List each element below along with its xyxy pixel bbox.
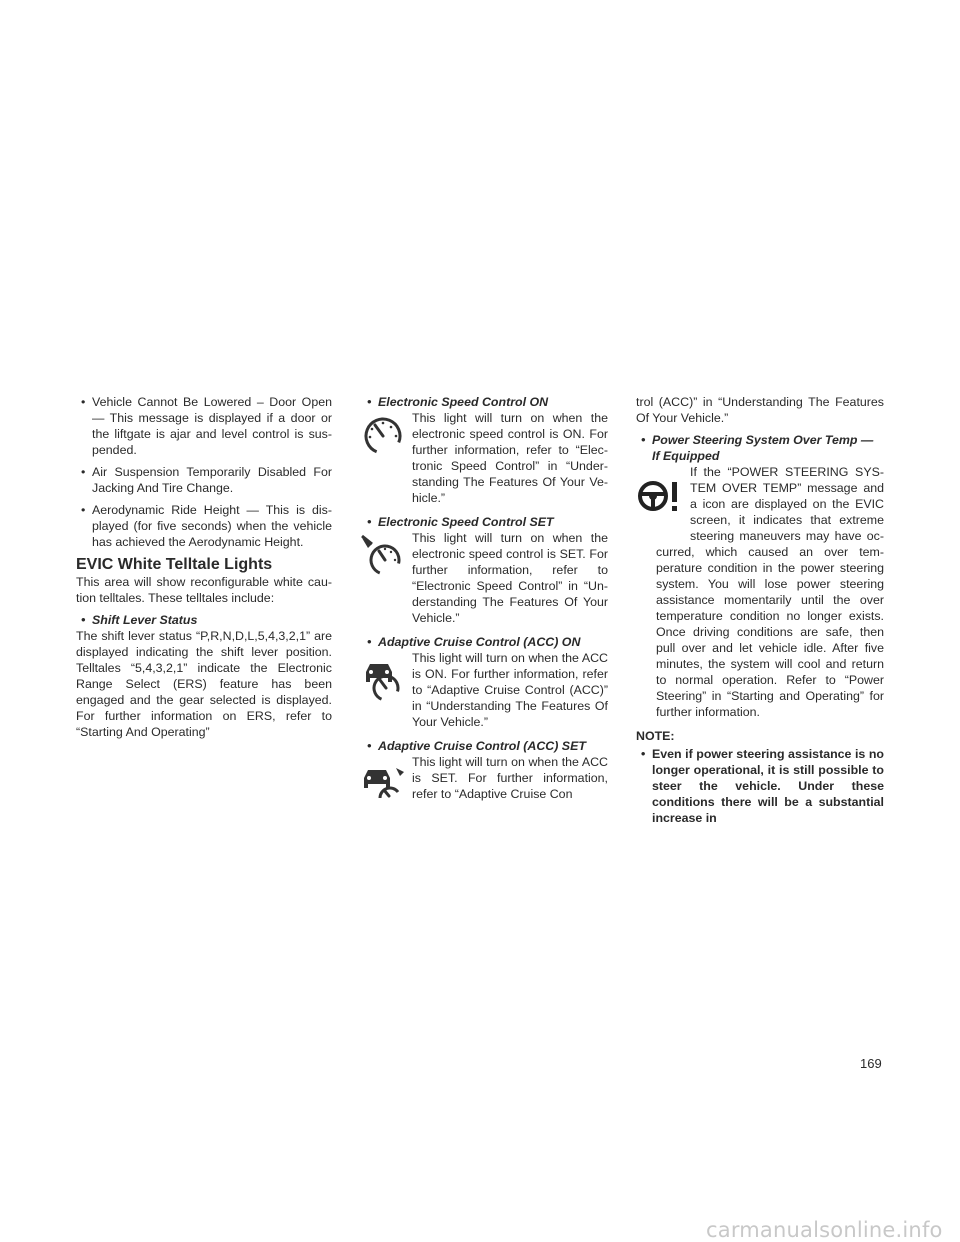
esc-set-text: This light will turn on when the electronic speed control is SET. For further information, refer to “Electronic Speed Control” in “Understanding The Features Of Your Vehicle.”	[412, 531, 608, 625]
note-label: NOTE:	[636, 729, 675, 743]
shift-lever-text: The shift lever status “P,R,N,D,L,5,4,3,2,1” are displayed indicating the shift lever position. Telltales “5,4,3,2,1” indicate the Electronic Range Select (ERS) feature has been engaged and the gear selected is displayed. For further information on ERS, refer to “Starting And Operating”	[76, 629, 332, 739]
watermark-text: carmanualsonline.info	[706, 1218, 943, 1242]
shift-lever-heading: • Shift Lever Status	[76, 612, 332, 628]
section-intro: This area will show reconfigurable white caution telltales. These telltales include:	[76, 575, 332, 605]
acc-on-heading: • Adaptive Cruise Control (ACC) ON	[362, 634, 608, 650]
power-steering-warning-icon	[636, 474, 682, 534]
power-steering-heading: • Power Steering System Over Temp — If Equipped	[636, 432, 884, 464]
acc-on-icon	[358, 656, 408, 706]
acc-set-text: This light will turn on when the ACC is SET. For further information, refer to “Adaptive Cruise Con	[412, 755, 608, 801]
bullet-door-open: • Vehicle Cannot Be Lowered – Door Open — This message is displayed if a door or the liftgate is ajar and level control is suspended.	[76, 394, 332, 458]
acc-on-text: This light will turn on when the ACC is ON. For further information, refer to “Adaptive Cruise Control (ACC)” in “Understanding The Features Of Your Vehicle.”	[412, 651, 608, 729]
column-middle	[362, 394, 608, 812]
section-title: EVIC White Telltale Lights	[76, 556, 273, 573]
speed-control-on-icon	[358, 410, 408, 460]
bullet-air-suspension: • Air Suspension Temporarily Disabled For Jacking And Tire Change.	[76, 464, 332, 496]
note-bullet: • Even if power steering assistance is no longer operational, it is still possible to steer the vehicle. Under these conditions there will be a substantial increase in	[636, 746, 884, 826]
speed-control-set-icon	[358, 530, 408, 580]
acc-set-heading: • Adaptive Cruise Control (ACC) SET	[362, 738, 608, 754]
power-steering-text: If the “POWER STEERING SYSTEM OVER TEMP” message and a icon are displayed on the EVIC screen, it indicates that extreme steering maneuvers may have occurred, which caused an over temperature condition in the power steering system. You will lose power steering assistance momentarily until the over temperature condition no longer exists. Once driving conditions are safe, then pull over and let vehicle idle. After five minutes, the system will cool and return to normal operation. Refer to “Power Steering” in “Starting and Operating” for further information.	[656, 465, 884, 719]
bullet-aero-height: • Aerodynamic Ride Height — This is displayed (for five seconds) when the vehicle has achieved the Aerodynamic Height.	[76, 502, 332, 550]
column-right	[636, 394, 884, 832]
acc-continued-text: trol (ACC)” in “Understanding The Features Of Your Vehicle.”	[636, 395, 884, 425]
page-number: 169	[860, 1056, 882, 1071]
esc-on-heading: • Electronic Speed Control ON	[362, 394, 608, 410]
esc-set-heading: • Electronic Speed Control SET	[362, 514, 608, 530]
acc-set-icon	[358, 762, 408, 812]
column-left	[76, 394, 332, 740]
esc-on-text: This light will turn on when the electronic speed control is ON. For further information, refer to “Electronic Speed Control” in “Understanding The Features Of Your Vehicle.”	[412, 411, 608, 505]
